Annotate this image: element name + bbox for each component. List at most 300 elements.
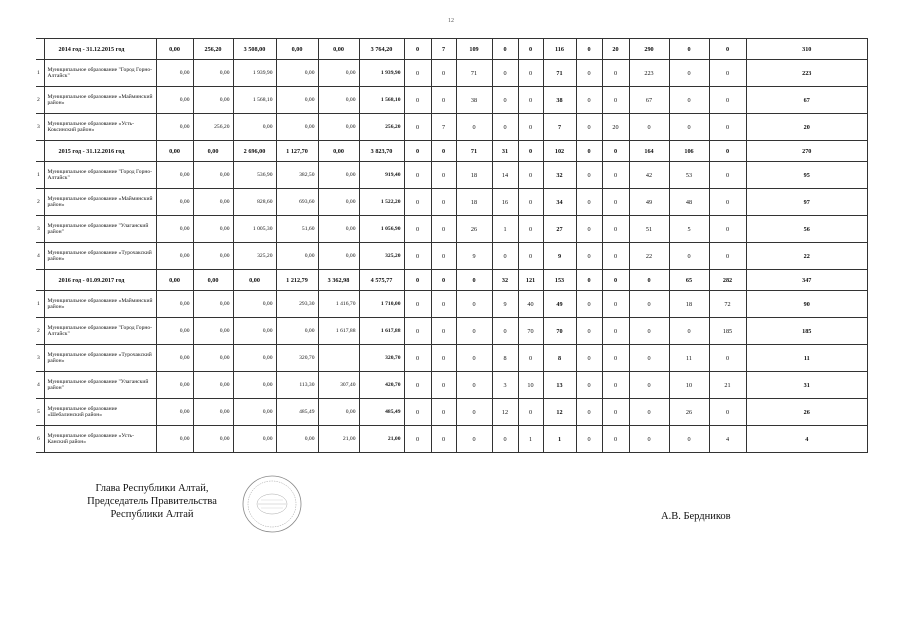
period-value: 0 [404, 141, 431, 162]
row-number: 3 [36, 216, 44, 243]
table-cell: 0 [456, 114, 492, 141]
table-cell: 320,70 [359, 345, 404, 372]
signature-title-line: Республики Алтай [110, 509, 194, 521]
table-cell: 0 [404, 216, 431, 243]
table-cell: 0,00 [318, 60, 359, 87]
period-value: 116 [543, 39, 576, 60]
table-row [36, 372, 868, 399]
period-value: 0 [492, 39, 518, 60]
table-cell: 0 [518, 114, 543, 141]
table-cell: 0 [576, 399, 602, 426]
period-value: 0 [576, 270, 602, 291]
period-value: 31 [492, 141, 518, 162]
table-cell: 7 [431, 114, 456, 141]
table-cell: 420,70 [359, 372, 404, 399]
table-cell: 0,00 [276, 60, 318, 87]
table-cell: 0,00 [318, 87, 359, 114]
table-cell: 1 [518, 426, 543, 453]
table-cell: 0 [492, 87, 518, 114]
municipality-name: Муниципальное образование «Майминский район» [44, 189, 156, 216]
table-cell: 0 [456, 318, 492, 345]
table-cell: 1 005,30 [233, 216, 276, 243]
table-cell: 0 [709, 399, 746, 426]
table-cell: 0 [404, 291, 431, 318]
municipality-name: Муниципальное образование "Город Горно-Алтайск" [44, 318, 156, 345]
table-cell: 0 [602, 345, 629, 372]
table-cell: 16 [492, 189, 518, 216]
period-value: 4 575,77 [359, 270, 404, 291]
table-cell: 56 [746, 216, 868, 243]
table-cell: 27 [543, 216, 576, 243]
table-row [36, 114, 868, 141]
period-value: 0,00 [156, 141, 193, 162]
table-cell: 828,60 [233, 189, 276, 216]
table-cell: 223 [629, 60, 669, 87]
table-cell: 0 [602, 162, 629, 189]
table-cell: 0 [431, 399, 456, 426]
period-value: 3 508,00 [233, 39, 276, 60]
table-cell: 0,00 [318, 216, 359, 243]
table-cell: 0 [492, 243, 518, 270]
period-value: 0,00 [156, 39, 193, 60]
table-cell: 0 [669, 318, 709, 345]
period-value: 290 [629, 39, 669, 60]
table-cell: 0 [518, 162, 543, 189]
table-cell: 113,30 [276, 372, 318, 399]
period-label: 2016 год - 01.09.2017 год [44, 270, 156, 291]
table-cell [318, 345, 359, 372]
table-cell: 26 [456, 216, 492, 243]
table-cell: 0 [404, 399, 431, 426]
table-cell: 0 [404, 162, 431, 189]
period-value: 102 [543, 141, 576, 162]
table-cell: 0,00 [193, 87, 233, 114]
data-table [36, 38, 868, 453]
row-number: 2 [36, 189, 44, 216]
period-value: 20 [602, 39, 629, 60]
table-cell: 0,00 [233, 372, 276, 399]
table-cell: 1 568,10 [359, 87, 404, 114]
table-cell: 8 [492, 345, 518, 372]
table-cell: 307,40 [318, 372, 359, 399]
table-cell: 0,00 [156, 372, 193, 399]
table-cell: 18 [456, 189, 492, 216]
table-cell: 0 [456, 291, 492, 318]
period-value: 0 [431, 270, 456, 291]
municipality-name: Муниципальное образование "Улаганский район" [44, 216, 156, 243]
table-cell: 0 [602, 87, 629, 114]
municipality-name: Муниципальное образование «Усть-Коксинский район» [44, 114, 156, 141]
period-value: 1 212,79 [276, 270, 318, 291]
table-cell: 0 [492, 60, 518, 87]
table-cell: 0 [431, 291, 456, 318]
table-cell: 0 [431, 426, 456, 453]
table-cell: 0 [709, 216, 746, 243]
table-cell: 0 [518, 60, 543, 87]
table-cell: 0 [456, 426, 492, 453]
table-cell: 21 [709, 372, 746, 399]
period-value: 0,00 [193, 141, 233, 162]
table-cell: 0,00 [318, 399, 359, 426]
table-cell: 0 [576, 60, 602, 87]
table-cell: 536,90 [233, 162, 276, 189]
table-cell: 223 [746, 60, 868, 87]
table-cell: 14 [492, 162, 518, 189]
table-row [36, 216, 868, 243]
table-cell: 8 [543, 345, 576, 372]
table-cell: 21,00 [318, 426, 359, 453]
table-cell: 67 [629, 87, 669, 114]
table-cell: 1 [492, 216, 518, 243]
table-cell: 0 [709, 189, 746, 216]
table-cell: 0 [669, 426, 709, 453]
table-cell: 0 [629, 426, 669, 453]
municipality-name: Муниципальное образование "Город Горно-Алтайск" [44, 60, 156, 87]
table-cell: 42 [629, 162, 669, 189]
row-number: 2 [36, 87, 44, 114]
table-cell: 0 [492, 426, 518, 453]
table-cell: 18 [669, 291, 709, 318]
table-cell: 38 [543, 87, 576, 114]
table-cell: 49 [629, 189, 669, 216]
table-cell: 0 [669, 243, 709, 270]
table-cell: 48 [669, 189, 709, 216]
table-cell: 5 [669, 216, 709, 243]
table-cell: 0 [492, 318, 518, 345]
table-cell: 1 939,90 [359, 60, 404, 87]
table-cell: 13 [543, 372, 576, 399]
table-cell: 0 [669, 60, 709, 87]
period-value: 3 764,20 [359, 39, 404, 60]
table-row [36, 189, 868, 216]
table-cell: 320,70 [276, 345, 318, 372]
table-cell: 49 [543, 291, 576, 318]
row-number: 5 [36, 399, 44, 426]
period-value: 0 [709, 39, 746, 60]
table-cell: 0 [431, 372, 456, 399]
period-value: 71 [456, 141, 492, 162]
table-cell: 0 [576, 216, 602, 243]
table-cell: 0,00 [193, 426, 233, 453]
table-cell: 90 [746, 291, 868, 318]
table-cell: 0,00 [156, 291, 193, 318]
table-cell: 0,00 [156, 345, 193, 372]
table-cell: 325,20 [233, 243, 276, 270]
table-cell: 12 [543, 399, 576, 426]
table-cell: 0,00 [156, 426, 193, 453]
row-number [36, 141, 44, 162]
table-row [36, 60, 868, 87]
table-cell: 72 [709, 291, 746, 318]
table-cell: 0,00 [193, 243, 233, 270]
table-cell: 0 [404, 60, 431, 87]
period-value: 0 [602, 141, 629, 162]
table-cell: 0 [431, 216, 456, 243]
municipality-name: Муниципальное образование «Шебалинский район» [44, 399, 156, 426]
table-cell: 0 [431, 345, 456, 372]
table-cell: 0,00 [193, 372, 233, 399]
period-value: 0 [576, 39, 602, 60]
table-row [36, 399, 868, 426]
table-cell: 70 [543, 318, 576, 345]
table-row [36, 345, 868, 372]
table-cell: 1 522,20 [359, 189, 404, 216]
table-cell: 0,00 [156, 318, 193, 345]
table-cell: 0 [602, 372, 629, 399]
table-cell: 71 [456, 60, 492, 87]
official-seal [240, 473, 304, 535]
table-cell: 0,00 [233, 114, 276, 141]
period-value: 0,00 [276, 39, 318, 60]
table-cell: 1 710,00 [359, 291, 404, 318]
table-cell: 0,00 [233, 291, 276, 318]
table-cell: 0,00 [276, 426, 318, 453]
table-row [36, 162, 868, 189]
table-cell: 0,00 [233, 345, 276, 372]
period-value: 1 127,70 [276, 141, 318, 162]
period-value: 282 [709, 270, 746, 291]
table-row [36, 426, 868, 453]
table-cell: 382,50 [276, 162, 318, 189]
table-cell: 1 939,90 [233, 60, 276, 87]
table-cell: 0,00 [156, 189, 193, 216]
table-cell: 0 [629, 345, 669, 372]
period-label: 2014 год - 31.12.2015 год [44, 39, 156, 60]
table-cell: 11 [669, 345, 709, 372]
table-cell: 485,49 [276, 399, 318, 426]
table-cell: 18 [456, 162, 492, 189]
table-cell: 0,00 [193, 345, 233, 372]
table-cell: 0,00 [193, 60, 233, 87]
table-cell: 32 [543, 162, 576, 189]
table-cell: 22 [629, 243, 669, 270]
period-value: 256,20 [193, 39, 233, 60]
table-cell: 40 [518, 291, 543, 318]
table-cell: 0 [431, 87, 456, 114]
table-cell: 0,00 [156, 60, 193, 87]
municipality-name: Муниципальное образование "Улаганский район" [44, 372, 156, 399]
period-value: 310 [746, 39, 868, 60]
table-cell: 0 [404, 114, 431, 141]
table-cell: 0 [518, 87, 543, 114]
table-cell: 0 [629, 291, 669, 318]
table-cell: 10 [669, 372, 709, 399]
table-cell: 51 [629, 216, 669, 243]
period-value: 0 [669, 39, 709, 60]
table-cell: 0,00 [233, 399, 276, 426]
table-cell: 4 [746, 426, 868, 453]
table-cell: 0,00 [193, 399, 233, 426]
table-cell: 9 [543, 243, 576, 270]
page-number: 12 [448, 18, 454, 24]
period-value: 347 [746, 270, 868, 291]
municipality-name: Муниципальное образование «Майминский район» [44, 87, 156, 114]
table-cell: 0,00 [276, 87, 318, 114]
table-cell: 0 [431, 318, 456, 345]
table-cell: 485,49 [359, 399, 404, 426]
period-value: 0,00 [318, 39, 359, 60]
period-row [36, 141, 868, 162]
table-cell: 0 [602, 399, 629, 426]
period-value: 0 [404, 39, 431, 60]
table-cell: 1 [543, 426, 576, 453]
table-cell: 0 [518, 399, 543, 426]
table-cell: 325,20 [359, 243, 404, 270]
table-row [36, 318, 868, 345]
table-cell: 1 568,10 [233, 87, 276, 114]
signature-title-line: Глава Республики Алтай, [95, 483, 209, 494]
table-cell: 0,00 [318, 189, 359, 216]
signature-block [82, 482, 222, 521]
table-cell: 919,40 [359, 162, 404, 189]
table-cell: 38 [456, 87, 492, 114]
period-value: 0 [518, 141, 543, 162]
table-cell: 0 [456, 372, 492, 399]
table-cell: 0 [709, 60, 746, 87]
row-number [36, 270, 44, 291]
table-cell: 10 [518, 372, 543, 399]
table-cell: 0 [576, 243, 602, 270]
table-cell: 0 [518, 189, 543, 216]
table-cell: 185 [709, 318, 746, 345]
row-number: 1 [36, 291, 44, 318]
period-value: 2 696,00 [233, 141, 276, 162]
table-cell: 0 [629, 114, 669, 141]
table-cell: 0 [576, 345, 602, 372]
period-value: 106 [669, 141, 709, 162]
table-cell: 0 [602, 318, 629, 345]
table-cell: 0 [431, 189, 456, 216]
table-cell: 0,00 [233, 426, 276, 453]
table-cell: 31 [746, 372, 868, 399]
table-cell: 1 416,70 [318, 291, 359, 318]
table-cell: 97 [746, 189, 868, 216]
table-cell: 0,00 [318, 243, 359, 270]
table-cell: 0 [518, 216, 543, 243]
period-value: 0 [602, 270, 629, 291]
table-cell: 185 [746, 318, 868, 345]
table-cell: 0 [576, 162, 602, 189]
table-cell: 0,00 [193, 189, 233, 216]
table-cell: 0 [576, 372, 602, 399]
table-cell: 0 [602, 189, 629, 216]
table-cell: 71 [543, 60, 576, 87]
table-cell: 0 [602, 243, 629, 270]
period-value: 153 [543, 270, 576, 291]
table-cell: 0 [602, 60, 629, 87]
table-cell: 0 [404, 243, 431, 270]
table-cell: 0 [602, 426, 629, 453]
table-cell: 0 [404, 189, 431, 216]
table-cell: 256,20 [359, 114, 404, 141]
table-cell: 0 [404, 426, 431, 453]
table-cell: 0 [576, 426, 602, 453]
row-number: 3 [36, 114, 44, 141]
period-value: 0 [404, 270, 431, 291]
signature-title-line: Председатель Правительства [87, 496, 217, 508]
table-cell: 0 [576, 291, 602, 318]
table-cell: 293,30 [276, 291, 318, 318]
period-row [36, 270, 868, 291]
table-cell: 95 [746, 162, 868, 189]
period-value: 7 [431, 39, 456, 60]
period-value: 0 [576, 141, 602, 162]
table-cell: 0 [629, 318, 669, 345]
municipality-name: Муниципальное образование «Усть-Канский район» [44, 426, 156, 453]
period-value: 0 [709, 141, 746, 162]
period-value: 0 [518, 39, 543, 60]
table-cell: 0,00 [156, 87, 193, 114]
table-cell: 11 [746, 345, 868, 372]
table-cell: 0 [709, 243, 746, 270]
table-cell: 0 [602, 216, 629, 243]
period-value: 3 823,70 [359, 141, 404, 162]
row-number: 2 [36, 318, 44, 345]
table-cell: 9 [492, 291, 518, 318]
period-value: 3 362,98 [318, 270, 359, 291]
table-row [36, 87, 868, 114]
table-cell: 0 [709, 87, 746, 114]
table-cell: 0,00 [193, 291, 233, 318]
period-value: 32 [492, 270, 518, 291]
period-value: 270 [746, 141, 868, 162]
table-cell: 0 [404, 87, 431, 114]
row-number: 1 [36, 162, 44, 189]
period-label: 2015 год - 31.12.2016 год [44, 141, 156, 162]
row-number: 4 [36, 372, 44, 399]
table-cell: 51,60 [276, 216, 318, 243]
table-cell: 22 [746, 243, 868, 270]
table-cell: 0 [492, 114, 518, 141]
table-cell: 0,00 [318, 162, 359, 189]
table-cell: 0,00 [156, 243, 193, 270]
municipality-name: Муниципальное образование «Майминский район» [44, 291, 156, 318]
table-cell: 0 [709, 345, 746, 372]
period-value: 0 [431, 141, 456, 162]
table-cell: 12 [492, 399, 518, 426]
table-cell: 0 [518, 345, 543, 372]
signer-name: А.В. Бердников [661, 511, 731, 522]
table-cell: 3 [492, 372, 518, 399]
table-cell: 53 [669, 162, 709, 189]
table-cell: 0,00 [193, 318, 233, 345]
table-cell: 20 [746, 114, 868, 141]
table-cell: 0 [576, 114, 602, 141]
table-cell: 0 [404, 318, 431, 345]
table-cell: 0 [576, 318, 602, 345]
table-cell: 0 [518, 243, 543, 270]
table-cell: 26 [746, 399, 868, 426]
table-cell: 0 [669, 114, 709, 141]
period-value: 164 [629, 141, 669, 162]
table-cell: 0 [669, 87, 709, 114]
table-cell: 0 [602, 291, 629, 318]
table-cell: 0 [629, 372, 669, 399]
table-cell: 0,00 [233, 318, 276, 345]
period-value: 65 [669, 270, 709, 291]
table-cell: 0,00 [318, 114, 359, 141]
table-cell: 0 [404, 372, 431, 399]
table-cell: 4 [709, 426, 746, 453]
table-cell: 0,00 [276, 318, 318, 345]
table-cell: 0,00 [156, 216, 193, 243]
table-cell: 0,00 [193, 162, 233, 189]
table-cell: 0 [431, 162, 456, 189]
row-number: 4 [36, 243, 44, 270]
table-cell: 0 [576, 189, 602, 216]
table-cell: 1 617,88 [359, 318, 404, 345]
table-cell: 0,00 [276, 243, 318, 270]
